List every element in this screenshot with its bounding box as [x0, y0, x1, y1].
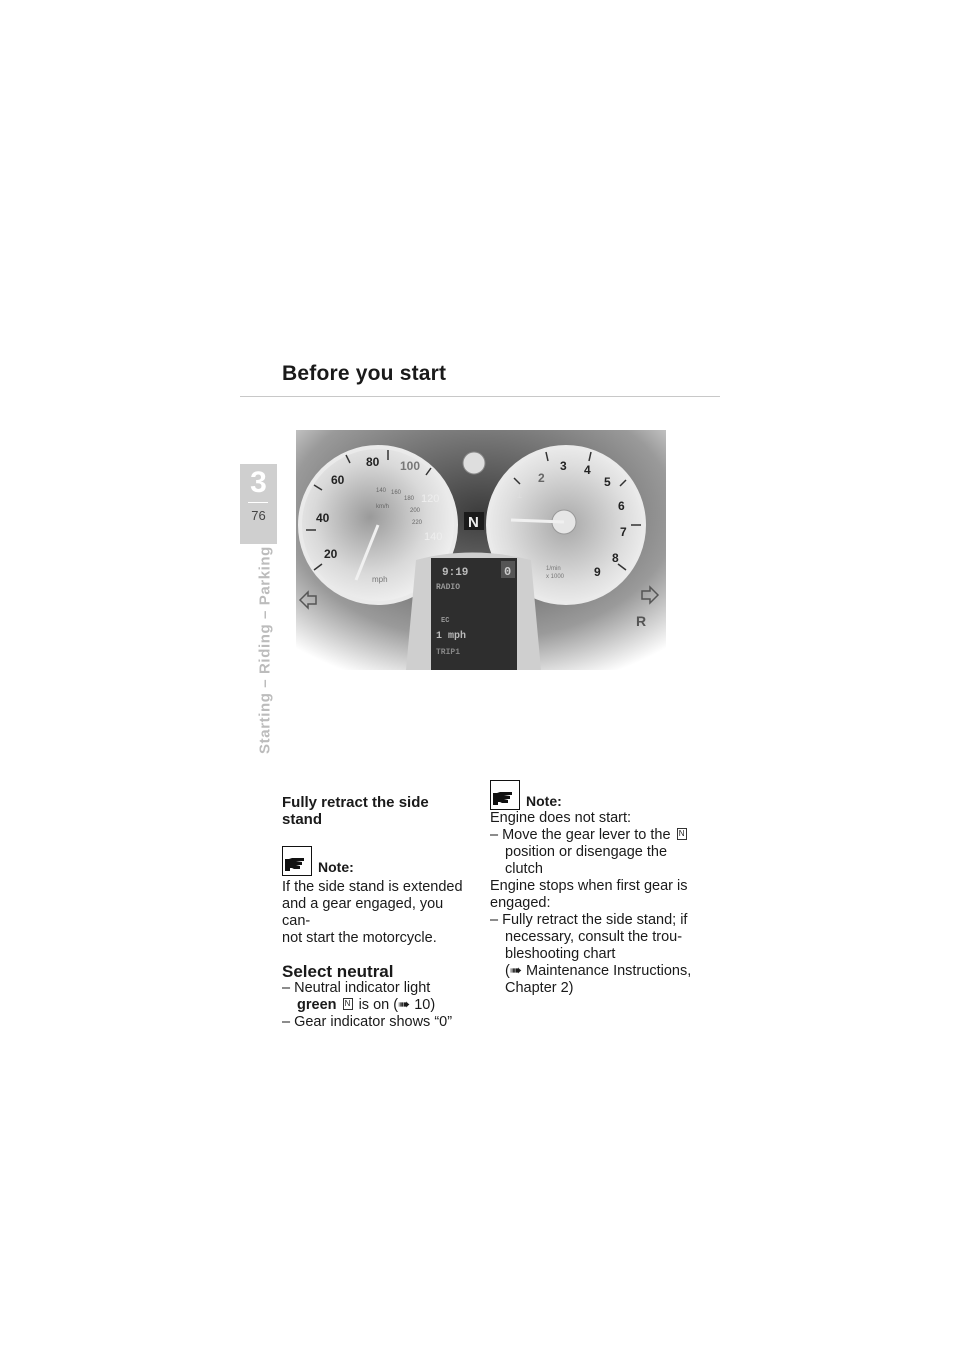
svg-text:4: 4	[584, 463, 591, 477]
page-number: 76	[251, 508, 266, 523]
svg-text:RADIO: RADIO	[436, 583, 461, 592]
list-item-cont: clutch	[505, 861, 543, 877]
svg-text:220: 220	[412, 520, 423, 526]
section-side-label: Starting – Riding – Parking	[256, 546, 274, 754]
note-label: Note:	[526, 793, 562, 809]
svg-text:0: 0	[504, 565, 512, 579]
svg-text:R: R	[636, 613, 647, 629]
text-line: Engine does not start:	[490, 810, 632, 826]
svg-text:120: 120	[421, 493, 440, 505]
svg-text:200: 200	[410, 508, 421, 514]
list-item-cont: (➠ Maintenance Instructions,	[505, 963, 692, 979]
title-divider	[240, 396, 720, 397]
list-item-cont: Chapter 2)	[505, 980, 574, 996]
svg-text:40: 40	[316, 511, 330, 525]
chapter-rule	[248, 502, 268, 503]
note-label: Note:	[318, 859, 354, 875]
svg-text:6: 6	[618, 499, 625, 513]
green-label: green	[297, 997, 337, 1013]
svg-text:3: 3	[560, 459, 567, 473]
note-hand-icon	[490, 780, 520, 810]
list-item	[490, 827, 700, 844]
svg-text:9: 9	[594, 565, 601, 579]
heading-side-stand: Fully retract the side stand	[282, 794, 429, 828]
note-line: and a gear engaged, you can-	[282, 896, 444, 929]
svg-text:180: 180	[404, 496, 415, 502]
svg-text:80: 80	[366, 455, 380, 469]
note-line: If the side stand is extended	[282, 879, 463, 895]
list-item-cont: bleshooting chart	[505, 946, 616, 962]
svg-text:5: 5	[604, 475, 611, 489]
note-line: not start the motorcycle.	[282, 930, 437, 946]
neutral-symbol-icon: N	[677, 828, 687, 840]
page-title: Before you start	[282, 362, 447, 385]
svg-text:x 1000: x 1000	[546, 574, 565, 580]
text-line: Engine stops when first gear is	[490, 878, 688, 894]
chapter-tab	[240, 464, 277, 544]
svg-text:7: 7	[620, 525, 627, 539]
svg-text:140: 140	[376, 488, 387, 494]
neutral-symbol-icon: N	[343, 998, 353, 1010]
svg-text:160: 160	[391, 490, 402, 496]
svg-text:8: 8	[612, 551, 619, 565]
svg-text:km/h: km/h	[376, 504, 390, 510]
list-item-cont	[282, 997, 472, 1014]
note-block	[282, 846, 472, 876]
svg-text:100: 100	[400, 459, 421, 473]
instrument-cluster-image	[296, 430, 666, 670]
right-column	[490, 780, 700, 997]
heading-select-neutral: Select neutral	[282, 962, 394, 981]
list-item: – Fully retract the side stand; if	[490, 912, 688, 928]
svg-text:TRIP1: TRIP1	[436, 648, 461, 657]
svg-text:1: 1	[516, 489, 523, 501]
svg-text:EC: EC	[441, 617, 450, 625]
neutral-indicator: N	[468, 514, 479, 531]
list-item: – Gear indicator shows “0”	[282, 1014, 453, 1030]
text-line: engaged:	[490, 895, 551, 911]
note-hand-icon	[282, 846, 312, 876]
svg-text:2: 2	[538, 471, 545, 485]
list-item-cont: necessary, consult the trou-	[505, 929, 683, 945]
list-item: – Neutral indicator light	[282, 980, 431, 996]
svg-text:1 mph: 1 mph	[436, 631, 467, 642]
svg-text:mph: mph	[372, 575, 388, 584]
list-item-cont: position or disengage the	[505, 844, 668, 860]
note-block	[490, 780, 700, 810]
svg-text:140: 140	[424, 531, 443, 543]
dial-label-20: 20	[324, 547, 338, 561]
note-text	[282, 879, 472, 947]
svg-text:1/min: 1/min	[546, 566, 561, 572]
list-item-rest: is on (➠ 10)	[358, 997, 436, 1013]
svg-text:9:19: 9:19	[442, 567, 469, 579]
list-item-text: – Move the gear lever to the	[490, 827, 671, 843]
chapter-number: 3	[250, 466, 267, 499]
left-column	[282, 794, 472, 1031]
tachometer-needle	[511, 520, 564, 522]
svg-text:60: 60	[331, 473, 345, 487]
